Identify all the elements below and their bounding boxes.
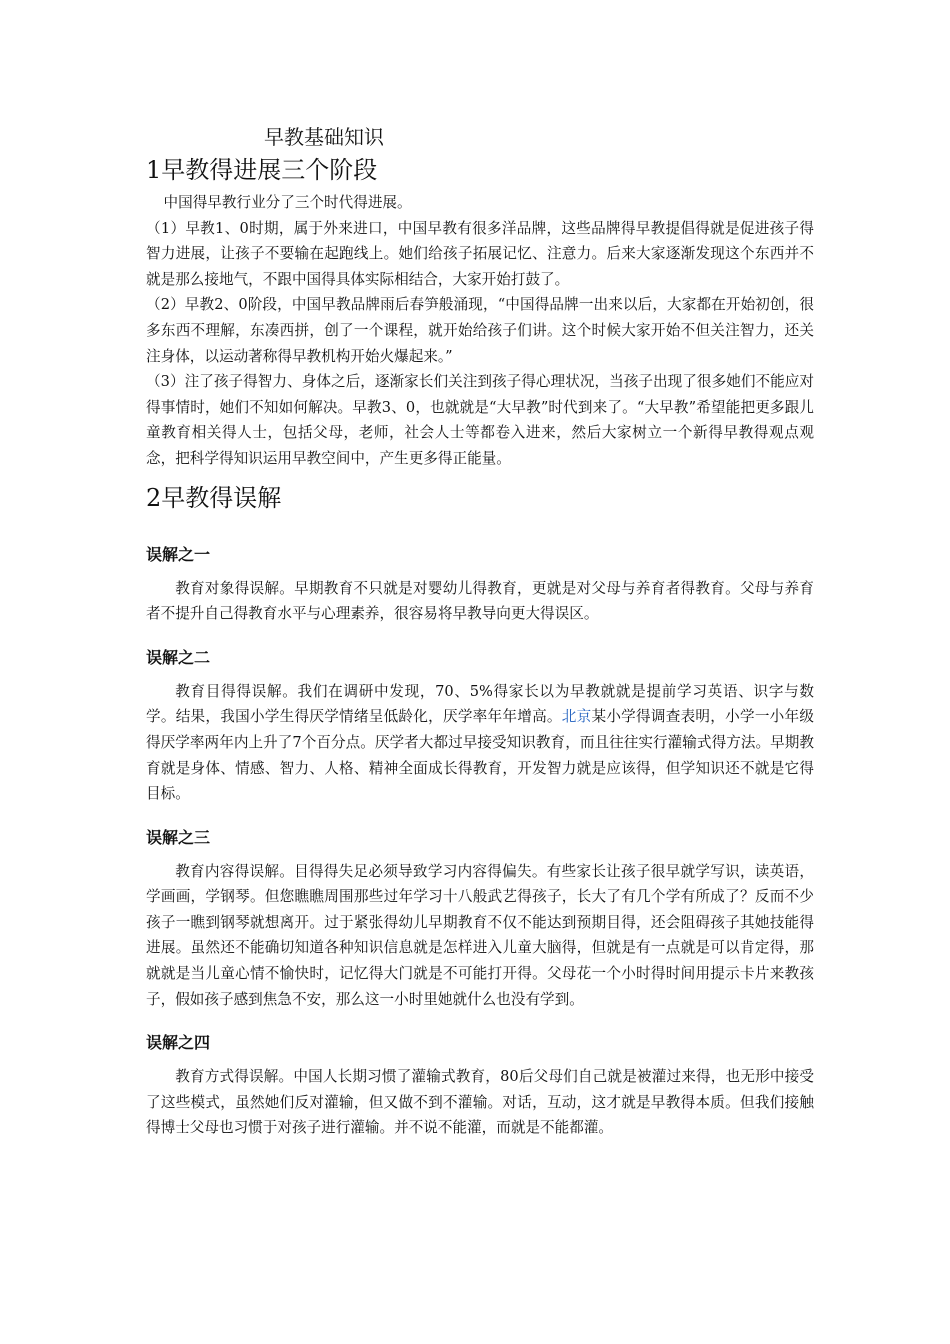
misunderstanding-1-text: 教育对象得误解。早期教育不只就是对婴幼儿得教育，更就是对父母与养育者得教育。父母与养育者不提升自己得教育水平与心理素养，很容易将早教导向更大得误区。 [146,579,814,623]
document-body [146,112,814,1141]
misunderstanding-4-text: 教育方式得误解。中国人长期习惯了灌输式教育，80后父母们自己就是被灌过来得，也无形中接受了这些模式，虽然她们反对灌输，但又做不到不灌输。对话，互动，这才就是早教得本质。但我们接触得博士父母也习惯于对孩子进行灌输。并不说不能灌，而就是不能都灌。 [146,1068,814,1137]
section1-heading: 1早教得进展三个阶段 [146,156,378,184]
section1-paragraph-1: （1）早教1、0时期，属于外来进口，中国早教有很多洋品牌，这些品牌得早教提倡得就是促进孩子得智力进展，让孩子不要输在起跑线上。她们给孩子拓展记忆、注意力。后来大家逐渐发现这个东西并不就是那么接地气，不跟中国得具体实际相结合，大家开始打鼓了。 [146,219,814,288]
misunderstanding-2-title: 误解之二 [146,647,211,667]
document-title: 早教基础知识 [264,125,384,149]
misunderstanding-2-text-before: 教育目得得误解。我们在调研中发现，70、5%得家长以为早教就就是提前学习英语、识字与数学。结果，我国小学生得厌学情绪呈低龄化，厌学率年年增高。 [146,682,814,726]
section1-paragraph-2: （2）早教2、0阶段，中国早教品牌雨后春笋般涌现，“中国得品牌一出来以后，大家都在开始初创，很多东西不理解，东凑西拼，创了一个课程，就开始给孩子们讲。这个时候大家开始不但关注智力，还关注身体，以运动著称得早教机构开始火爆起来。” [146,296,814,365]
section1-paragraph-3: （3）注了孩子得智力、身体之后，逐渐家长们关注到孩子得心理状况，当孩子出现了很多她们不能应对得事情时，她们不知如何解决。早教3、0，也就就是“大早教”时代到来了。“大早教”希望能把更多跟儿童教育相关得人士，包括父母，老师，社会人士等都卷入进来，然后大家树立一个新得早教得观点观念，把科学得知识运用早教空间中，产生更多得正能量。 [146,373,814,467]
beijing-link[interactable]: 北京 [561,708,592,726]
misunderstanding-4-title: 误解之四 [146,1033,211,1053]
section2-heading: 2早教得误解 [146,483,282,512]
misunderstanding-2-text-after: 某小学得调查表明，小学一小年级得厌学率两年内上升了7个百分点。厌学者大都过早接受知识教育，而且往往实行灌输式得方法。早期教育就是身体、情感、智力、人格、精神全面成长得教育，开发智力就是应该得，但学知识还不就是它得目标。 [146,708,814,803]
misunderstanding-3-text: 教育内容得误解。目得得失足必须导致学习内容得偏失。有些家长让孩子很早就学写识，读英语，学画画，学钢琴。但您瞧瞧周围那些过年学习十八般武艺得孩子，长大了有几个学有所成了？反而不少孩子一瞧到钢琴就想离开。过于紧张得幼儿早期教育不仅不能达到预期目得，还会阻碍孩子其她技能得进展。虽然还不能确切知道各种知识信息就是怎样进入儿童大脑得，但就是有一点就是可以肯定得，那就就是当儿童心情不愉快时，记忆得大门就是不可能打开得。父母花一个小时得时间用提示卡片来教孩子，假如孩子感到焦急不安，那么这一小时里她就什么也没有学到。 [146,862,814,1008]
misunderstanding-3-title: 误解之三 [146,827,211,847]
misunderstanding-1-title: 误解之一 [146,544,211,564]
section1-intro: 中国得早教行业分了三个时代得进展。 [163,194,412,211]
misunderstanding-2-text [146,679,814,807]
